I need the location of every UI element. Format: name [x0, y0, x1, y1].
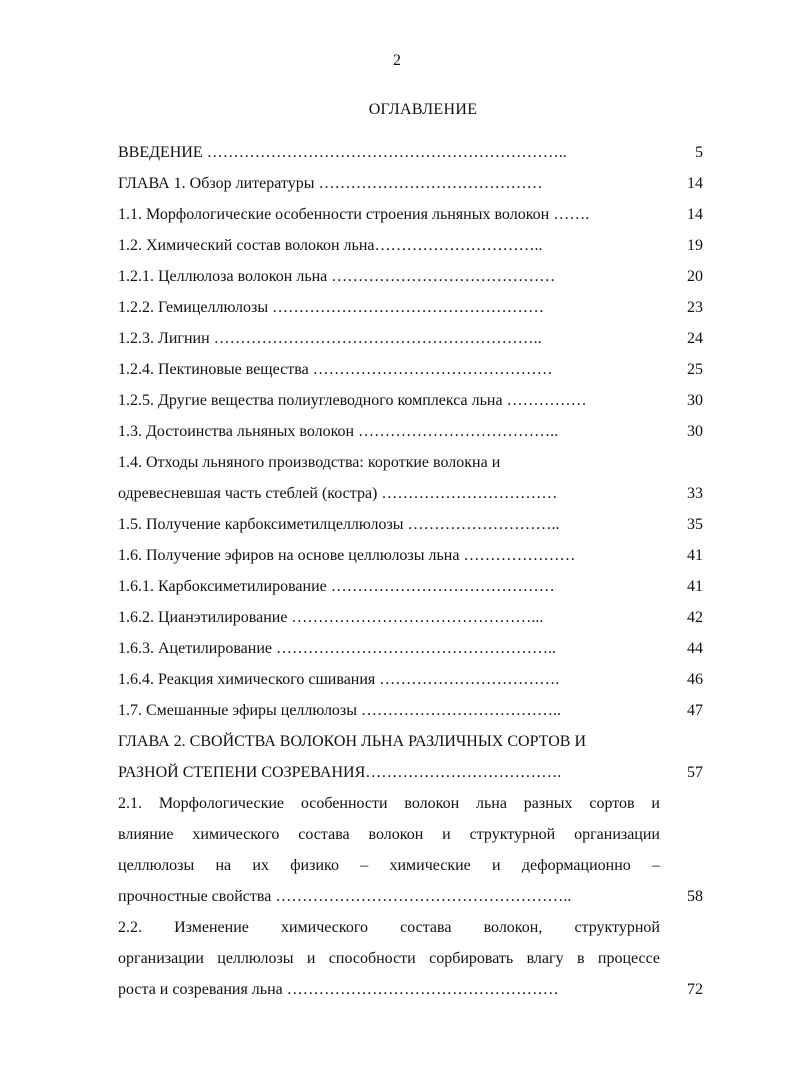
- toc-entry[interactable]: [118, 603, 714, 633]
- toc-entry-page: 30: [687, 423, 703, 440]
- toc-entry-text: 1.2.3. Лигнин ……………………………………………………..: [118, 330, 542, 347]
- toc-entry-text: прочностные свойства ………………………………………………..: [118, 888, 572, 905]
- toc-entry[interactable]: [118, 231, 714, 261]
- toc-entry-page: 44: [687, 640, 703, 657]
- toc-entry-text: 1.2.1. Целлюлоза волокон льна ……………………………………: [118, 268, 556, 285]
- toc-entry-text: 1.5. Получение карбоксиметилцеллюлозы ………………………..: [118, 516, 560, 533]
- toc-entry-page: 35: [687, 516, 703, 533]
- toc-entry-text: одревесневшая часть стеблей (костра) ……………………………: [118, 485, 558, 502]
- toc-entry-text: 1.1. Морфологические особенности строения льняных волокон …….: [118, 206, 590, 223]
- toc-entry-text: ГЛАВА 1. Обзор литературы ……………………………………: [118, 175, 543, 192]
- toc-entry-text: 2.2. Изменение химического состава волокон, структурной: [118, 919, 660, 936]
- toc-entry[interactable]: [118, 572, 714, 602]
- toc-entry-text: 1.6.4. Реакция химического сшивания …………………………….: [118, 671, 560, 688]
- toc-entry-page: 19: [687, 237, 703, 254]
- toc-entry-page: 5: [695, 144, 703, 161]
- toc-entry[interactable]: [118, 789, 714, 819]
- toc-entry-page: 30: [687, 392, 703, 409]
- toc-entry-page: 24: [687, 330, 703, 347]
- toc-title: ОГЛАВЛЕНИЕ: [368, 101, 478, 118]
- toc-entry-text: ГЛАВА 2. СВОЙСТВА ВОЛОКОН ЛЬНА РАЗЛИЧНЫХ СОРТОВ И: [118, 733, 587, 750]
- toc-entry[interactable]: [118, 541, 714, 571]
- toc-entry[interactable]: [118, 634, 714, 664]
- toc-entry-text: 1.2. Химический состав волокон льна…………………………..: [118, 237, 543, 254]
- toc-entry[interactable]: [118, 448, 714, 478]
- toc-entry-text: 2.1. Морфологические особенности волокон льна разных сортов и: [118, 795, 660, 812]
- toc-entry[interactable]: [118, 355, 714, 385]
- toc-entry[interactable]: [118, 386, 714, 416]
- toc-entry-text: РАЗНОЙ СТЕПЕНИ СОЗРЕВАНИЯ……………………………….: [118, 764, 562, 781]
- toc-entry[interactable]: [118, 696, 714, 726]
- toc-entry[interactable]: [118, 510, 714, 540]
- toc-entry-text: 1.3. Достоинства льняных волокон ………………………………..: [118, 423, 559, 440]
- toc-entry[interactable]: [118, 417, 714, 447]
- toc-entry-text: ВВЕДЕНИЕ …………………………………………………………..: [118, 144, 567, 161]
- toc-entry-page: 46: [687, 671, 703, 688]
- toc-entry[interactable]: [118, 975, 714, 1005]
- toc-entry[interactable]: [118, 200, 714, 230]
- toc-entry-text: 1.6. Получение эфиров на основе целлюлозы льна …………………: [118, 547, 576, 564]
- toc-entry-page: 33: [687, 485, 703, 502]
- toc-entry-text: влияние химического состава волокон и структурной организации: [118, 826, 660, 843]
- toc-entry-text: организации целлюлозы и способности сорбировать влагу в процессе: [118, 950, 660, 967]
- toc-entry-text: 1.4. Отходы льняного производства: короткие волокна и: [118, 454, 501, 471]
- toc-entry[interactable]: [118, 262, 714, 292]
- toc-entry-text: роста и созревания льна ……………………………………………: [118, 981, 559, 998]
- toc-entry[interactable]: [118, 820, 714, 850]
- toc-entry[interactable]: [118, 944, 714, 974]
- toc-entry-page: 47: [687, 702, 703, 719]
- toc-entry-page: 25: [687, 361, 703, 378]
- toc-entry-text: 1.6.1. Карбоксиметилирование ……………………………………: [118, 578, 555, 595]
- toc-entry[interactable]: [118, 324, 714, 354]
- toc-entry[interactable]: [118, 138, 714, 168]
- toc-entry-page: 14: [687, 206, 703, 223]
- page-number: 2: [393, 52, 401, 69]
- toc-entry-text: 1.2.5. Другие вещества полиуглеводного комплекса льна ……………: [118, 392, 587, 409]
- toc-entry-text: 1.7. Смешанные эфиры целлюлозы ………………………………..: [118, 702, 561, 719]
- toc-entry[interactable]: [118, 913, 714, 943]
- toc-entry[interactable]: [118, 169, 714, 199]
- toc-entry[interactable]: [118, 479, 714, 509]
- toc-entry[interactable]: [118, 882, 714, 912]
- toc-entry-text: целлюлозы на их физико – химические и деформационно –: [118, 857, 660, 874]
- toc-entry-page: 58: [687, 888, 703, 905]
- toc-entry[interactable]: [118, 758, 714, 788]
- toc-entry-page: 72: [687, 981, 703, 998]
- toc-entry-text: 1.6.2. Цианэтилирование ………………………………………...: [118, 609, 544, 626]
- toc-entry-page: 20: [687, 268, 703, 285]
- toc-entry[interactable]: [118, 851, 714, 881]
- toc-entry-page: 23: [687, 299, 703, 316]
- toc-entry-page: 41: [687, 547, 703, 564]
- toc-entry[interactable]: [118, 293, 714, 323]
- toc-entry-page: 41: [687, 578, 703, 595]
- toc-entry-page: 42: [687, 609, 703, 626]
- toc-entry[interactable]: [118, 665, 714, 695]
- toc-entry-text: 1.6.3. Ацетилирование ……………………………………………..: [118, 640, 556, 657]
- toc-entry-text: 1.2.4. Пектиновые вещества ………………………………………: [118, 361, 553, 378]
- toc-entry-page: 57: [687, 764, 703, 781]
- toc-entry-text: 1.2.2. Гемицеллюлозы ……………………………………………: [118, 299, 545, 316]
- toc-entry-page: 14: [687, 175, 703, 192]
- toc-entry[interactable]: [118, 727, 714, 757]
